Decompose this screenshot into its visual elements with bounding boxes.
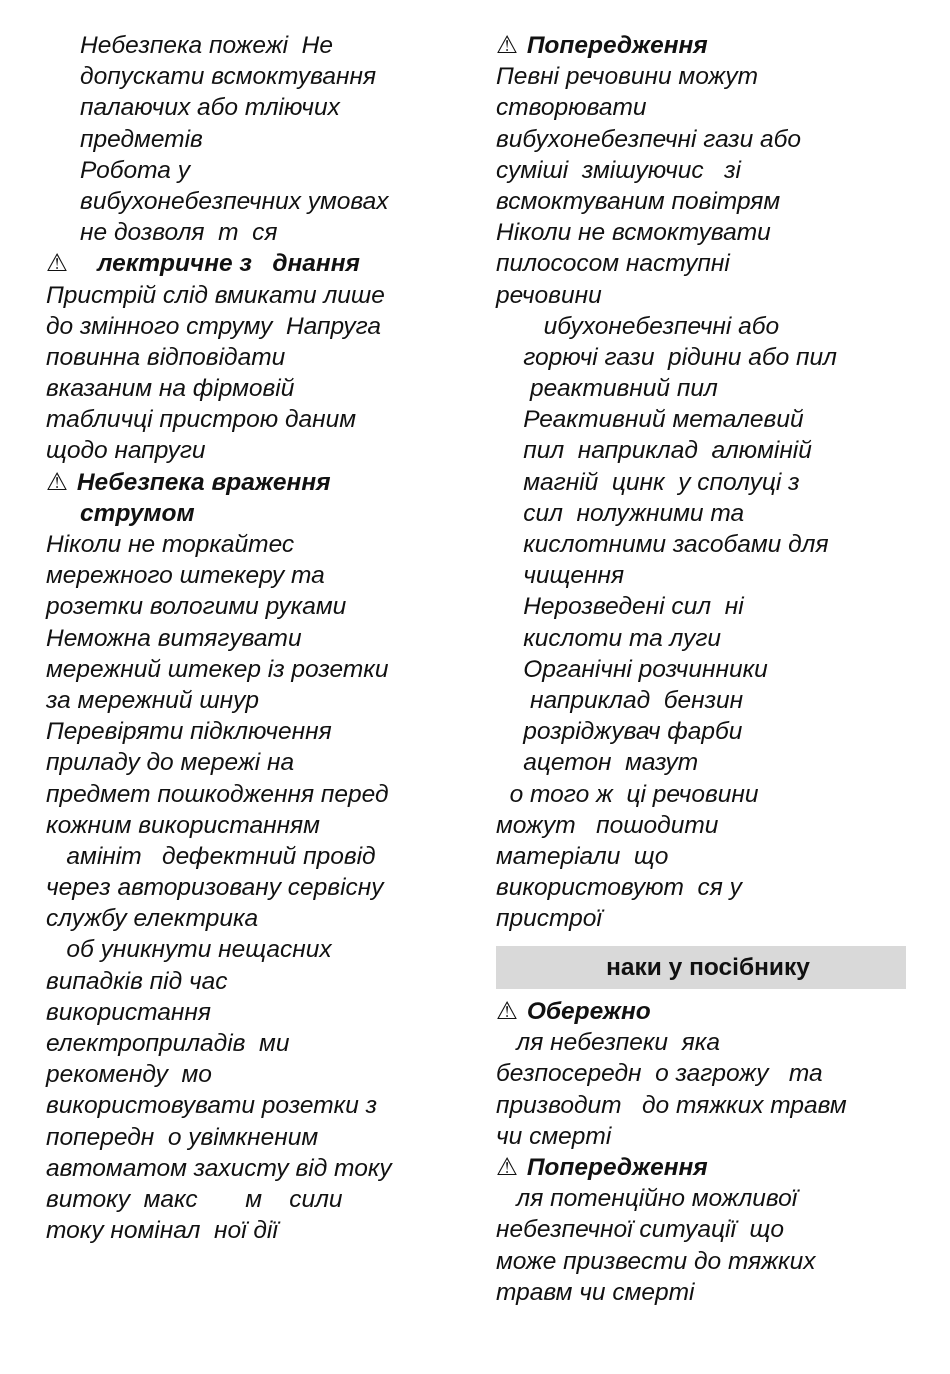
text-line [46,529,456,560]
text-line [496,186,908,217]
text-line [46,1184,456,1215]
line-text: об уникнути нещасних [46,936,332,964]
text-line [46,311,456,342]
text-line [46,716,456,747]
text-line [496,1121,908,1152]
text-line [46,61,456,92]
line-text: чи смерті [496,1122,612,1150]
line-text: о того ж ці речовини [496,780,759,808]
line-text: використання [46,998,211,1026]
text-line [46,747,456,778]
line-text: кислотними засобами для [496,531,829,558]
section-banner [496,946,906,989]
text-line [496,92,908,123]
text-line [46,373,456,404]
text-line [46,810,456,841]
right-column-top [496,30,908,934]
text-line [46,560,456,591]
line-text: допускати всмоктування [46,63,377,91]
line-text: предметів [46,125,203,153]
line-text: ацетон мазут [496,749,699,777]
line-text: через авторизовану сервісну [46,874,384,902]
text-line [496,623,908,654]
line-text: ибухонебезпечні або [496,312,780,340]
text-line [46,872,456,903]
line-text: випадків під час [46,967,228,995]
line-text: попередн о увімкненим [46,1123,319,1151]
line-text: повинна відповідати [46,343,286,371]
line-text: можут пошодити [496,811,719,839]
text-line [496,747,908,778]
line-text: амініт дефектний провід [46,842,376,870]
text-line [46,1153,456,1184]
line-text: магній цинк у сполуці з [496,468,800,496]
text-line [46,841,456,872]
text-line [46,124,456,155]
text-line [46,1215,456,1246]
text-line [496,1090,908,1121]
text-line [496,435,908,466]
line-text: Попередження [526,1153,708,1181]
line-text: Небезпека пожежі Не [46,32,333,59]
text-line [496,779,908,810]
line-text: службу електрика [46,905,259,933]
line-text: кожним використанням [46,811,320,839]
section-banner-title: наки у посібнику [606,953,810,981]
line-text: електроприладів ми [46,1030,290,1057]
line-text: витоку макс м сили [46,1185,343,1213]
text-line [496,280,908,311]
line-text: Нерозведені сил ні [496,593,744,621]
line-text: використовувати розетки з [46,1092,378,1120]
text-line [46,654,456,685]
text-line [496,311,908,342]
line-text: до змінного струму Напруга [46,312,382,340]
text-line [46,1090,456,1121]
line-text: пил наприклад алюміній [496,437,812,465]
warning-triangle-icon: ⚠ [496,998,518,1025]
line-text: табличці пристрою даним [46,406,357,434]
text-line [46,1122,456,1153]
text-line [46,217,456,248]
text-line [496,685,908,716]
warning-heading [496,996,908,1027]
text-line [496,1183,908,1214]
line-text: Перевіряти підключення [46,718,332,746]
text-line [496,404,908,435]
text-line [46,280,456,311]
text-line [496,155,908,186]
text-line [496,529,908,560]
text-line [46,623,456,654]
warning-heading [46,248,456,279]
line-text: пристрої [496,905,602,933]
line-text: створювати [496,94,647,122]
line-text: Органічні розчинники [496,655,768,683]
text-line [496,591,908,622]
text-line [46,92,456,123]
line-text: Робота у [46,156,190,184]
text-line [496,217,908,248]
line-text: суміші змішуючис зі [496,156,741,184]
line-text: Реактивний металевий [496,406,804,434]
line-text: кислоти та луги [496,624,722,652]
text-line [46,404,456,435]
text-line [496,248,908,279]
line-text: всмоктуваним повітрям [496,187,781,215]
line-text: може призвести до тяжких [496,1247,816,1275]
line-text: лектричне з днання [76,250,360,278]
line-text: Пристрій слід вмикати лише [46,281,385,309]
text-line [46,966,456,997]
text-line [496,841,908,872]
warning-heading [496,1152,908,1183]
text-line [46,342,456,373]
text-line [46,903,456,934]
right-column-bottom [496,996,908,1308]
warning-triangle-icon: ⚠ [496,32,518,59]
line-text: току номінал ної дії [46,1217,278,1245]
text-line [46,155,456,186]
line-text: чищення [496,562,625,590]
text-line [46,30,456,61]
text-line [496,1277,908,1308]
line-text: використовуют ся у [496,874,742,902]
line-text: Обережно [526,998,651,1025]
text-line [496,342,908,373]
text-line [496,560,908,591]
line-text: ля небезпеки яка [496,1029,720,1057]
line-text: безпосередн о загрожу та [496,1060,823,1088]
line-text: небезпечної ситуації що [496,1216,785,1244]
line-text: предмет пошкодження перед [46,780,389,808]
warning-triangle-icon: ⚠ [46,250,68,278]
line-text: Ніколи не всмоктувати [496,219,771,247]
line-text: речовини [496,281,602,309]
warning-triangle-icon: ⚠ [496,1153,518,1181]
line-text: палаючих або тліючих [46,94,340,122]
text-line [496,1246,908,1277]
line-text: наприклад бензин [496,686,744,714]
text-line [496,654,908,685]
text-line [46,435,456,466]
line-text: щодо напруги [46,437,206,465]
line-text: не дозволя т ся [46,219,278,247]
text-line [496,1214,908,1245]
left-column [46,30,456,1246]
line-text: мережного штекеру та [46,562,325,590]
text-line [496,498,908,529]
text-line [496,1058,908,1089]
warning-triangle-icon: ⚠ [46,468,68,496]
text-line [46,186,456,217]
line-text: мережний штекер із розетки [46,655,389,683]
line-text: вибухонебезпечних умовах [46,187,389,215]
text-line [46,498,456,529]
warning-heading [496,30,908,61]
text-line [496,61,908,92]
text-line [496,872,908,903]
line-text: ля потенційно можливої [496,1185,798,1213]
line-text: розетки вологими руками [46,593,347,621]
line-text: Небезпека враження [76,468,331,496]
line-text: вказаним на фірмовій [46,375,295,403]
line-text: Певні речовини можут [496,63,759,91]
text-line [46,779,456,810]
text-line [496,903,908,934]
line-text: приладу до мережі на [46,749,295,777]
line-text: матеріали що [496,842,669,870]
text-line [496,1027,908,1058]
line-text: пилососом наступні [496,250,730,278]
line-text: сил нолужними та [496,499,745,527]
line-text: Неможна витягувати [46,624,302,652]
text-line [496,373,908,404]
text-line [46,591,456,622]
text-line [46,1028,456,1059]
line-text: горючі гази рідини або пил [496,343,837,371]
line-text: струмом [46,499,195,527]
line-text: вибухонебезпечні гази або [496,125,802,153]
line-text: автоматом захисту від току [46,1154,392,1182]
text-line [496,467,908,498]
line-text: травм чи смерті [496,1278,695,1306]
line-text: реактивний пил [496,375,718,403]
warning-heading [46,467,456,498]
line-text: призводит до тяжких травм [496,1091,847,1119]
text-line [496,124,908,155]
text-line [46,685,456,716]
line-text: рекоменду мо [46,1061,212,1089]
line-text: Попередження [526,32,708,59]
text-line [46,934,456,965]
text-line [46,997,456,1028]
line-text: за мережний шнур [46,686,260,714]
line-text: Ніколи не торкайтес [46,531,295,558]
text-line [496,810,908,841]
text-line [46,1059,456,1090]
text-line [496,716,908,747]
line-text: розріджувач фарби [496,718,743,746]
